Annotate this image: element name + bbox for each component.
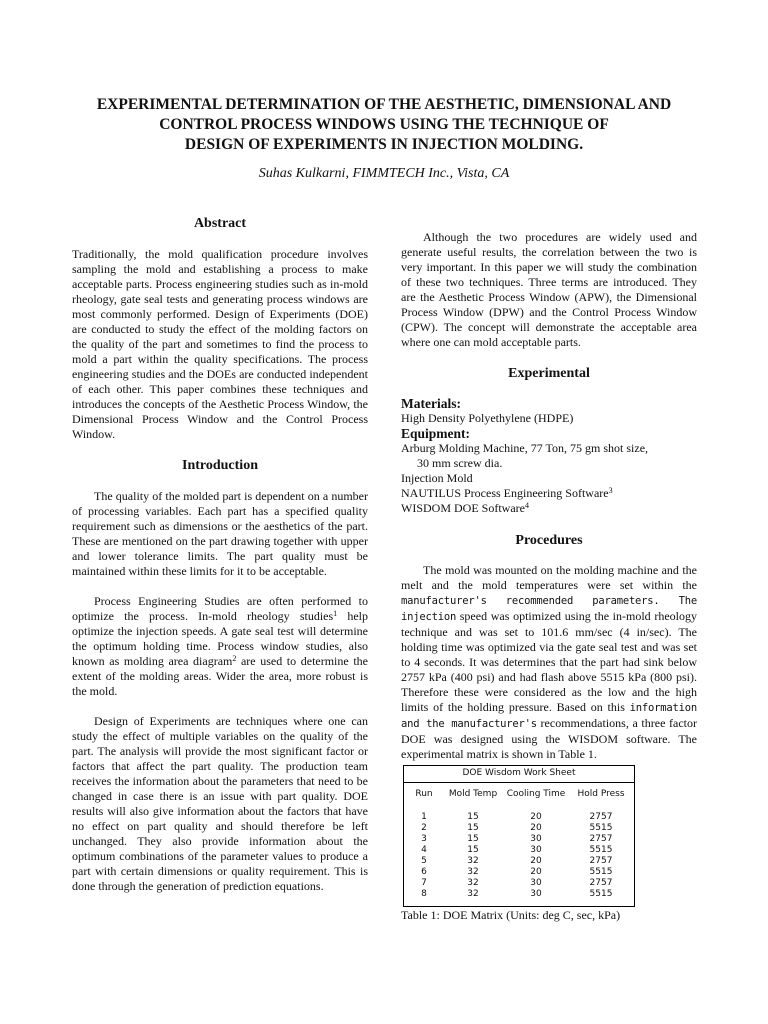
title-line-1: EXPERIMENTAL DETERMINATION OF THE AESTHETIC, DIMENSIONAL AND (96, 96, 672, 113)
title-line-3: DESIGN OF EXPERIMENTS IN INJECTION MOLDING. (184, 136, 584, 153)
procedures-paragraph (401, 563, 697, 762)
table-row (404, 867, 634, 878)
table-cell: 2 (421, 823, 427, 833)
table-cell: 15 (467, 823, 479, 833)
table-row (404, 834, 634, 845)
right-column (401, 230, 697, 923)
table-cell: 2757 (589, 812, 613, 822)
intro-p2-part-b: help optimize the injection speeds. A gate seal test will determine the optimum holding time. Process window studies, also known as molding area diagram (72, 609, 368, 668)
equipment-item-3-text: NAUTILUS Process Engineering Software (401, 486, 609, 500)
header-hold-press: Hold Press (577, 789, 625, 799)
table-cell: 6 (421, 867, 427, 877)
procedures-heading: Procedures (515, 533, 583, 548)
intro-p2-part-c: are used to determine the extent of the molding areas. Wider the area, more robust is the mold. (72, 654, 368, 698)
table-row (404, 889, 634, 900)
table-cell: 2757 (589, 856, 613, 866)
doe-worksheet-table (403, 765, 635, 907)
equipment-label: Equipment: (401, 426, 471, 441)
table-cell: 5 (421, 856, 427, 866)
procedures-mono-2: information and the manufacturer's (401, 702, 697, 730)
table-cell: 30 (530, 834, 542, 844)
paper-title (40, 95, 728, 155)
table-cell: 2757 (589, 834, 613, 844)
table-cell: 15 (467, 834, 479, 844)
table-cell: 5515 (589, 845, 613, 855)
table-cell: 3 (421, 834, 427, 844)
table-cell: 30 (530, 878, 542, 888)
title-line-2: CONTROL PROCESS WINDOWS USING THE TECHNIQUE OF (159, 116, 609, 133)
table-cell: 32 (467, 867, 479, 877)
table-cell: 1 (421, 812, 427, 822)
table-cell: 2757 (589, 878, 613, 888)
table-cell: 5515 (589, 823, 613, 833)
table-cell: 32 (467, 856, 479, 866)
worksheet-header-row (404, 783, 634, 812)
table-cell: 5515 (589, 867, 613, 877)
table-cell: 20 (530, 812, 542, 822)
footnote-ref-1: 1 (333, 609, 338, 618)
table-row (404, 845, 634, 856)
intro-paragraph-1: The quality of the molded part is dependent on a number of processing variables. Each part has a specified quality requirement such as dimensions or the aesthetics of the part. These are mentioned on the part drawing together with upper and lower tolerance limits. The part quality must be maintained within these limits for it to be acceptable. (72, 489, 368, 578)
table-cell: 7 (421, 878, 427, 888)
experimental-heading: Experimental (508, 366, 590, 381)
table-row (404, 812, 634, 823)
footnote-ref-4: 4 (524, 501, 529, 510)
table-cell: 15 (467, 812, 479, 822)
intro-p2-part-a: Process Engineering Studies are often performed to optimize the process. In-mold rheology studies (72, 594, 368, 623)
worksheet-rows (404, 812, 634, 900)
intro-paragraph-3: Design of Experiments are techniques where one can study the effect of multiple variables on the quality of the part. The analysis will provide the most significant factor or factors that affect the part quality. The production team receives the information about the parameters that need to be changed in case there is an issue with part quality. DOE results will also give information about the factors that have no effect on part quality and should therefore be left unchanged. They also provide information about the optimum combinations of the parameter values to produce a part with certain dimensions or quality requirement. This is done through the generation of prediction equations. (72, 714, 368, 893)
intro-paragraph-2 (72, 594, 368, 699)
footnote-ref-3: 3 (608, 486, 613, 495)
footnote-ref-2: 2 (232, 654, 237, 663)
table-cell: 15 (467, 845, 479, 855)
header-cooling-time: Cooling Time (506, 789, 566, 799)
material-item: High Density Polyethylene (HDPE) (401, 411, 574, 425)
table-cell: 5515 (589, 889, 613, 899)
table-cell: 20 (530, 867, 542, 877)
procedures-mono-1: manufacturer's recommended parameters. The injection (401, 595, 697, 623)
materials-label: Materials: (401, 396, 461, 411)
equipment-item-1: Arburg Molding Machine, 77 Ton, 75 gm shot size, (401, 441, 649, 455)
procedures-text-3: recommendations, a three factor DOE was designed using the WISDOM software. The experimental matrix is shown in Table 1. (401, 716, 697, 761)
table-row (404, 878, 634, 889)
table-cell: 32 (467, 878, 479, 888)
table-row (404, 856, 634, 867)
equipment-item-4-text: WISDOM DOE Software (401, 501, 525, 515)
table-cell: 30 (530, 845, 542, 855)
equipment-item-2: Injection Mold (401, 471, 473, 485)
table-cell: 20 (530, 856, 542, 866)
table-cell: 32 (467, 889, 479, 899)
abstract-heading: Abstract (193, 216, 247, 231)
right-intro-paragraph: Although the two procedures are widely used and generate useful results, the correlation between the two is very important. In this paper we will study the combination of these two techniques. Three terms are introduced. They are the Aesthetic Process Window (APW), the Dimensional Process Window (DPW) and the Control Process Window (CPW). The concept will demonstrate the acceptable area where one can mold acceptable parts. (401, 230, 697, 349)
header-run: Run (415, 789, 433, 799)
procedures-text-1: The mold was mounted on the molding machine and the melt and the mold temperatures were set within the (401, 563, 697, 592)
header-mold-temp: Mold Temp (448, 789, 498, 799)
left-column (72, 216, 368, 894)
equipment-item-1-detail: 30 mm screw dia. (417, 456, 503, 470)
table-cell: 20 (530, 823, 542, 833)
table-caption: Table 1: DOE Matrix (Units: deg C, sec, kPa) (401, 908, 621, 922)
table-cell: 4 (421, 845, 427, 855)
introduction-heading: Introduction (182, 458, 258, 473)
procedures-text-2: speed was optimized using the in-mold rheology technique and was set to 101.6 mm/sec (4 in/sec). The holding time was optimized via the gate seal test and was set to 4 seconds. It was determines that the part had sink below 2757 kPa (400 psi) and had flash above 5515 kPa (800 psi). Therefore these were considered as the low and the high limits of the holding pressure. Based on this (401, 609, 697, 714)
equipment-item-3 (401, 486, 697, 501)
author-line: Suhas Kulkarni, FIMMTECH Inc., Vista, CA (258, 166, 510, 181)
table-cell: 30 (530, 889, 542, 899)
table-row (404, 823, 634, 834)
table-cell: 8 (421, 889, 427, 899)
worksheet-title: DOE Wisdom Work Sheet (404, 766, 634, 783)
equipment-item-4 (401, 501, 697, 516)
abstract-text: Traditionally, the mold qualification procedure involves sampling the mold and establishing a process to make acceptable parts. Process engineering studies such as in-mold rheology, gate seal tests and generating process windows are most commonly performed. Design of Experiments (DOE) are conducted to study the effect of the molding factors on the quality of the part and sometimes to find the process to mold a part within the quality specifications. The process engineering studies and the DOEs are conducted independent of each other. This paper combines these techniques and introduces the concepts of the Aesthetic Process Window, the Dimensional Process Window and the Control Process Window. (72, 247, 368, 441)
